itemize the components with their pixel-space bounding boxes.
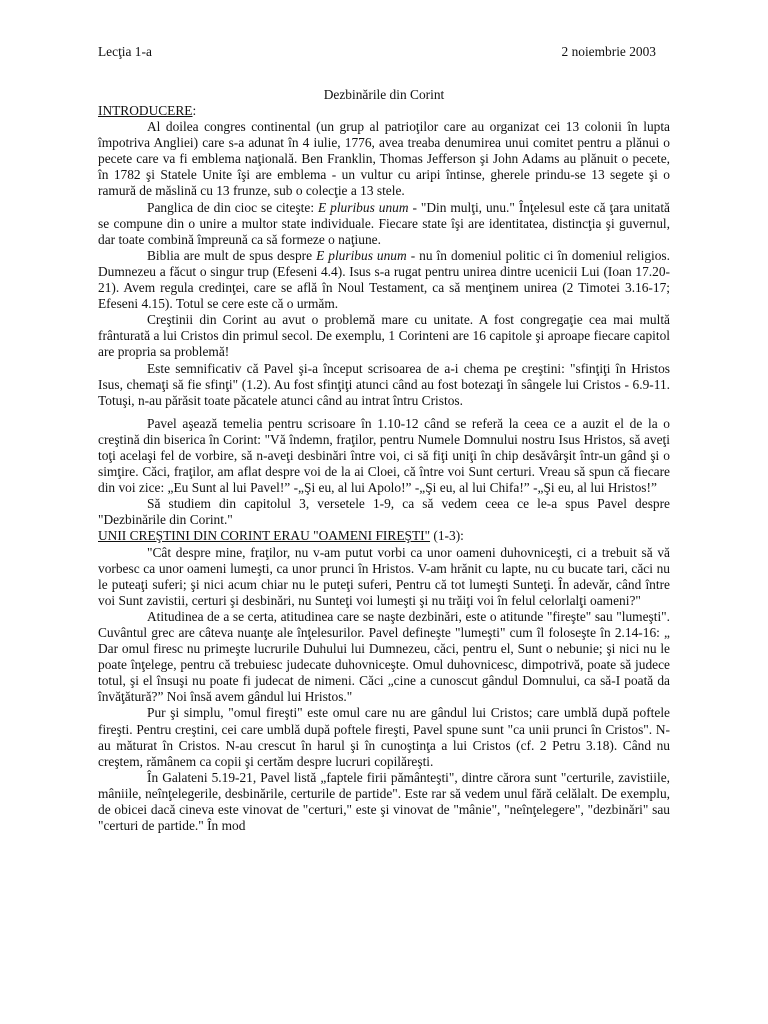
paragraph: Al doilea congres continental (un grup al patrioţilor care au organizat cei 13 colonii în lupta împotriva Angliei) care s-a adunat în 4 iulie, 1776, avea treaba denumirea unui comitet pentru a plănui o pecete care va fi emblema naţională. Ben Franklin, Thomas Jefferson şi John Adams au plănuit o pecete, în 1782 şi Statele Unite îşi are emblema - un vultur cu aripi întinse, gherele prindu-se 13 segete şi o ramură de măslină cu 13 frunze, sub o colecţie a 13 stele. <box>98 119 670 199</box>
section-heading-oameni-firesti <box>98 528 670 544</box>
section-heading-introduction <box>98 103 670 119</box>
paragraph: Pavel aşează temelia pentru scrisoare în 1.10-12 când se referă la ceea ce a auzit el de la o creştină din biserica în Corint: "Vă îndemn, fraţilor, pentru Numele Domnului nostru Isus Hristos, să aveţi toţi acelaşi fel de vorbire, să n-aveţi desbinări între voi, ci să fiţi uniţi în chip desăvârşit într-un gând şi o simţire. Căci, fraţilor, am aflat despre voi de la ai Cloei, că între voi Sunt certuri. Vreau să spun că fiecare din voi zice: „Eu Sunt al lui Pavel!” -„Şi eu, al lui Apolo!” -„Şi eu, al lui Chifa!” -„Şi eu, al lui Hristos!” <box>98 415 670 496</box>
paragraph: Atitudinea de a se certa, atitudinea care se naşte dezbinări, este o atitunde "fireşte" sau "lumeşti". Cuvântul grec are câteva nuanţe ale înţelesurilor. Pavel defineşte "lumeşti" cum îl foloseşte în 2.14-16: „ Dar omul firesc nu primeşte lucrurile Duhului lui Dumnezeu, căci, pentru el, Sunt o nebunie; şi nici nu le poate înţelege, pentru că trebuiesc judecate duhovniceşte. Omul duhovnicesc, dimpotrivă, poate să judece totul, şi el însuşi nu poate fi judecat de nimeni. Căci „cine a cunoscut gândul Domnului, ca să-I poată da învăţătură?” Noi însă avem gândul lui Hristos." <box>98 608 670 705</box>
date-label: 2 noiembrie 2003 <box>561 44 656 59</box>
quote-paragraph: "Cât despre mine, fraţilor, nu v-am putut vorbi ca unor oameni duhovniceşti, ci a trebuit să vă vorbesc ca unor oameni lumeşti, ca unor prunci în Hristos. V-am hrănit cu lapte, nu cu bucate tari, căci nu le puteaţi suferi; şi nici acum chiar nu le puteţi suferi, Pentru că tot lumeşti Sunteţi. În adevăr, când între voi Sunt zavistii, certuri şi desbinări, nu Sunteţi voi lumeşti şi nu trăiţi voi în felul celorlalţi oameni?" <box>98 544 670 608</box>
latin-phrase: E pluribus unum <box>316 247 407 263</box>
document-body <box>98 103 670 834</box>
heading-suffix: (1-3): <box>430 528 464 544</box>
text-run: Biblia are mult de spus despre <box>147 247 317 263</box>
paragraph: Este semnificativ că Pavel şi-a început scrisoarea de a-i chema pe creştini: "sfinţiţi în Hristos Isus, chemaţi să fie sfinţi" (1.2). Au fost sfinţiţi atunci când au fost botezaţi în sângele lui Cristos - 6.9-11. Totuşi, n-au părăsit toate păcatele atunci când au intrat întru Cristos. <box>98 360 670 408</box>
heading-suffix: : <box>192 103 197 118</box>
document-title: Dezbinările din Corint <box>323 87 445 102</box>
paragraph <box>98 200 670 248</box>
heading-text: UNII CREŞTINI DIN CORINT ERAU "OAMENI FIREŞTI" <box>98 528 431 544</box>
text-run: - "Din mulţi, unu." Înţelesul este că ţara unitată se compune din o unire a multor state individuale. Fiecare state îşi are identitatea, distincţia şi guvernul, dar toate combină împreună ca să formeze o naţiune. <box>98 199 670 247</box>
paragraph: În Galateni 5.19-21, Pavel listă „faptele firii pământeşti", dintre cărora sunt "certurile, zavistiile, mâniile, neînţelegerile, desbinările, certurile de partide". Este rar să vedem unul fără celălalt. De exemplu, de obicei dacă cineva este vinovat de "certuri," este şi vinovat de "mânie", "neînţelegere", "dezbinări" sau "certuri de partide." În mod <box>98 769 670 834</box>
latin-phrase: E pluribus unum <box>318 199 409 215</box>
lesson-label: Lecţia 1-a <box>98 44 152 59</box>
paragraph: Pur şi simplu, "omul fireşti" este omul care nu are gândul lui Cristos; care umblă după poftele fireşti. Pentru creştini, cei care umblă după poftele fireşti, Pavel spune sunt "ca unii prunci în Cristos". N-au măturat în Cristos. N-au crescut în harul şi în cunoştinţa a lui Cristos (cf. 2 Petru 3.18). Când nu creştem, rămânem ca copii şi certăm despre lucruri copilăreşti. <box>98 705 670 769</box>
paragraph: Să studiem din capitolul 3, versetele 1-9, ca să vedem ceea ce le-a spus Pavel despre "Dezbinările din Corint." <box>98 496 670 528</box>
heading-text: INTRODUCERE <box>98 103 193 118</box>
text-run: Panglica de din cioc se citeşte: <box>147 199 318 215</box>
paragraph <box>98 248 670 312</box>
paragraph: Creştinii din Corint au avut o problemă mare cu unitate. A fost congregaţie cea mai multă frânturată a lui Cristos din primul secol. De exemplu, 1 Corinteni are 16 capitole şi aproape fiecare capitol are propria sa problemă! <box>98 312 670 360</box>
text-run: - nu în domeniul politic ci în domeniul religios. Dumnezeu a făcut o singur trup (Efeseni 4.4). Isus s-a rugat pentru unirea dintre ucenicii Lui (Ioan 17.20-21). Avem regula credinţei, care se află în Noul Testament, ca să menţinem unirea (2 Timotei 3.16-17; Efeseni 4.15). Totul se cere este că o urmăm. <box>98 247 670 312</box>
